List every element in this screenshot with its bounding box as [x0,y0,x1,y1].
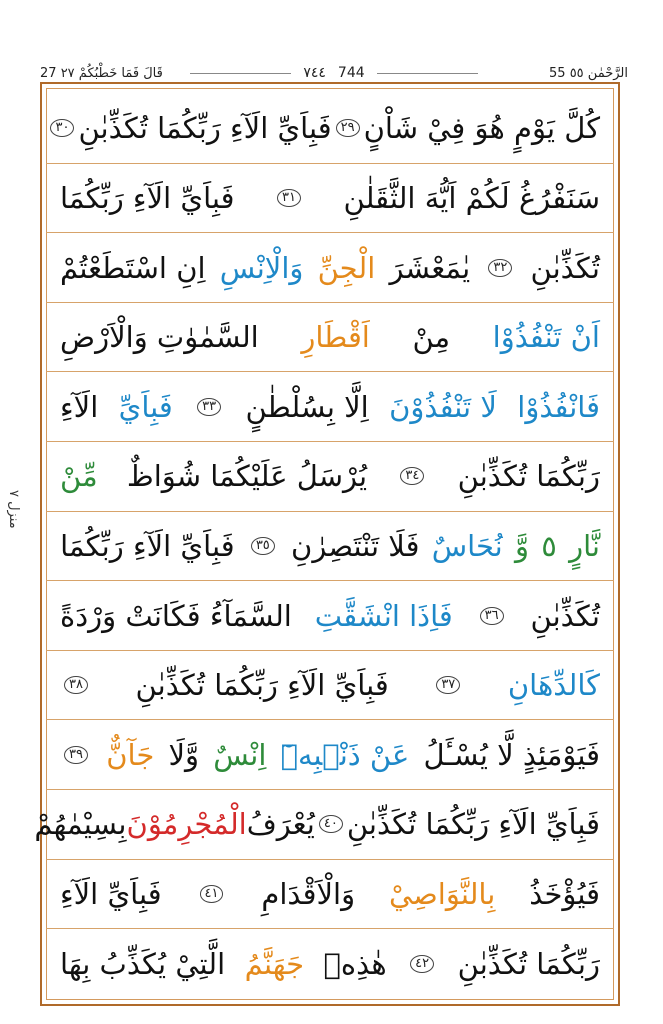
text-line [46,372,614,442]
para-label: 27 قَالَ فَمَا خَطْبُكُمْ ٢٧ [40,65,163,81]
verse-segment: الْمُجْرِمُوْنَ [126,807,247,842]
verse-segment: الَّتِيْ يُكَذِّبُ بِهَا [60,946,226,981]
ayah-marker: ٣٥ [251,537,275,555]
verse-segment: اِلَّا بِسُلْطٰنٍ [245,389,369,424]
quran-text [34,94,614,998]
verse-segment: اَقْطَارِ [301,320,370,355]
verse-segment: فَبِاَيِّ الَآءِ [60,877,162,911]
verse-segment: فَبِاَيِّ الَآءِ رَبِّكُمَا [60,180,235,215]
verse-segment: فَيَوْمَئِذٍ لَّا يُسْـَٔلُ [423,737,600,772]
ayah-marker: ٣٣ [197,398,221,416]
verse-segment: فَبِاَيِّ [118,389,173,424]
ayah-marker: ٣٩ [64,746,88,764]
verse-segment: كُلَّ يَوْمٍ هُوَ فِيْ شَاْنٍ [363,111,600,146]
ayah-marker: ٣٨ [64,676,88,694]
verse-segment: فَبِاَيِّ الَآءِ رَبِّكُمَا تُكَذِّبٰنِ [346,807,600,842]
verse-segment: سَنَفْرُغُ لَكُمْ اَيُّهَ الثَّقَلٰنِ [343,180,600,215]
verse-segment: ٥ [541,528,557,563]
ayah-marker: ٣١ [277,189,301,207]
surah-label: 55 الرَّحْمٰن ٥٥ [549,65,628,81]
verse-segment: جَهَنَّمُ [244,946,305,981]
verse-segment: فَبِاَيِّ الَآءِ رَبِّكُمَا تُكَذِّبٰنِ [135,668,389,703]
page-number-arabic: ٧٤٤ [303,65,326,81]
verse-segment: فَانْفُذُوْا [517,389,600,424]
verse-segment: رَبِّكُمَا تُكَذِّبٰنِ [457,459,600,494]
text-line [46,164,614,234]
verse-segment: فَبِاَيِّ الَآءِ رَبِّكُمَا تُكَذِّبٰنِ [78,111,332,146]
verse-segment: اِنِ اسْتَطَعْتُمْ [60,250,206,285]
verse-segment: مِّنْ [60,459,98,494]
verse-segment: مِنْ [412,320,451,355]
verse-segment: فَاِذَا انْشَقَّتِ [314,598,453,633]
verse-segment: هٰذِهٖ [323,946,387,981]
verse-segment: السَّمَآءُ فَكَانَتْ وَرْدَةً [60,598,292,633]
verse-segment: كَالدِّهَانِ [507,668,600,703]
verse-segment: تُكَذِّبٰنِ [530,598,600,633]
verse-segment: الَآءِ [60,389,99,424]
ayah-marker: ٣٠ [50,119,74,137]
verse-segment: اَنْ تَنْفُذُوْا [492,320,600,355]
verse-segment: لَا تَنْفُذُوْنَ [389,389,497,424]
text-line [46,581,614,651]
verse-segment: عَنْ ذَنْۢبِهٖٓ [280,737,410,772]
ayah-marker: ٣٢ [488,259,512,277]
ayah-marker: ٤٢ [410,955,434,973]
verse-segment: بِسِيْمٰهُمْ [34,807,127,842]
text-line [46,233,614,303]
text-line [46,512,614,582]
text-line [46,303,614,373]
verse-segment: وَالْاَقْدَامِ [261,877,356,911]
verse-segment: فَيُؤْخَذُ [529,877,600,911]
verse-segment: فَلَا تَنْتَصِرٰنِ [291,528,420,563]
verse-segment: تُكَذِّبٰنِ [530,250,600,285]
header-rule-left [190,73,291,74]
ayah-marker: ٢٩ [336,119,360,137]
verse-segment: السَّمٰوٰتِ وَالْاَرْضِ [60,320,259,355]
text-line [46,860,614,930]
verse-segment: يٰمَعْشَرَ [389,250,471,285]
ayah-marker: ٤٠ [319,815,343,833]
text-line [46,929,614,998]
verse-segment: الْجِنِّ [317,250,376,285]
verse-segment: وَّ [514,528,529,563]
text-line [46,651,614,721]
verse-segment: نُحَاسٌ [431,528,503,563]
ayah-marker: ٤١ [200,885,224,903]
text-line [46,442,614,512]
verse-segment: يُعْرَفُ [246,807,315,842]
page-header [40,62,628,84]
verse-segment: نَّارٍ [569,528,600,563]
header-rule-right [377,73,478,74]
text-line [46,720,614,790]
text-line [34,790,614,860]
text-line [46,94,614,164]
verse-segment: فَبِاَيِّ الَآءِ رَبِّكُمَا [60,528,235,563]
verse-segment: جَآنٌّ [106,737,155,772]
ayah-marker: ٣٧ [436,676,460,694]
ayah-marker: ٣٤ [400,467,424,485]
ayah-marker: ٣٦ [480,607,504,625]
verse-segment: اِنْسٌ [213,737,267,772]
manzil-label: منزل ٧ [6,490,21,529]
page-number-group [190,65,478,81]
page-number: 744 [337,65,365,81]
verse-segment: رَبِّكُمَا تُكَذِّبٰنِ [457,946,600,981]
verse-segment: وَالْاِنْسِ [219,250,304,285]
verse-segment: وَّلَا [168,737,200,772]
verse-segment: يُرْسَلُ عَلَيْكُمَا شُوَاظٌ [126,459,368,494]
verse-segment: بِالنَّوَاصِيْ [389,877,496,911]
